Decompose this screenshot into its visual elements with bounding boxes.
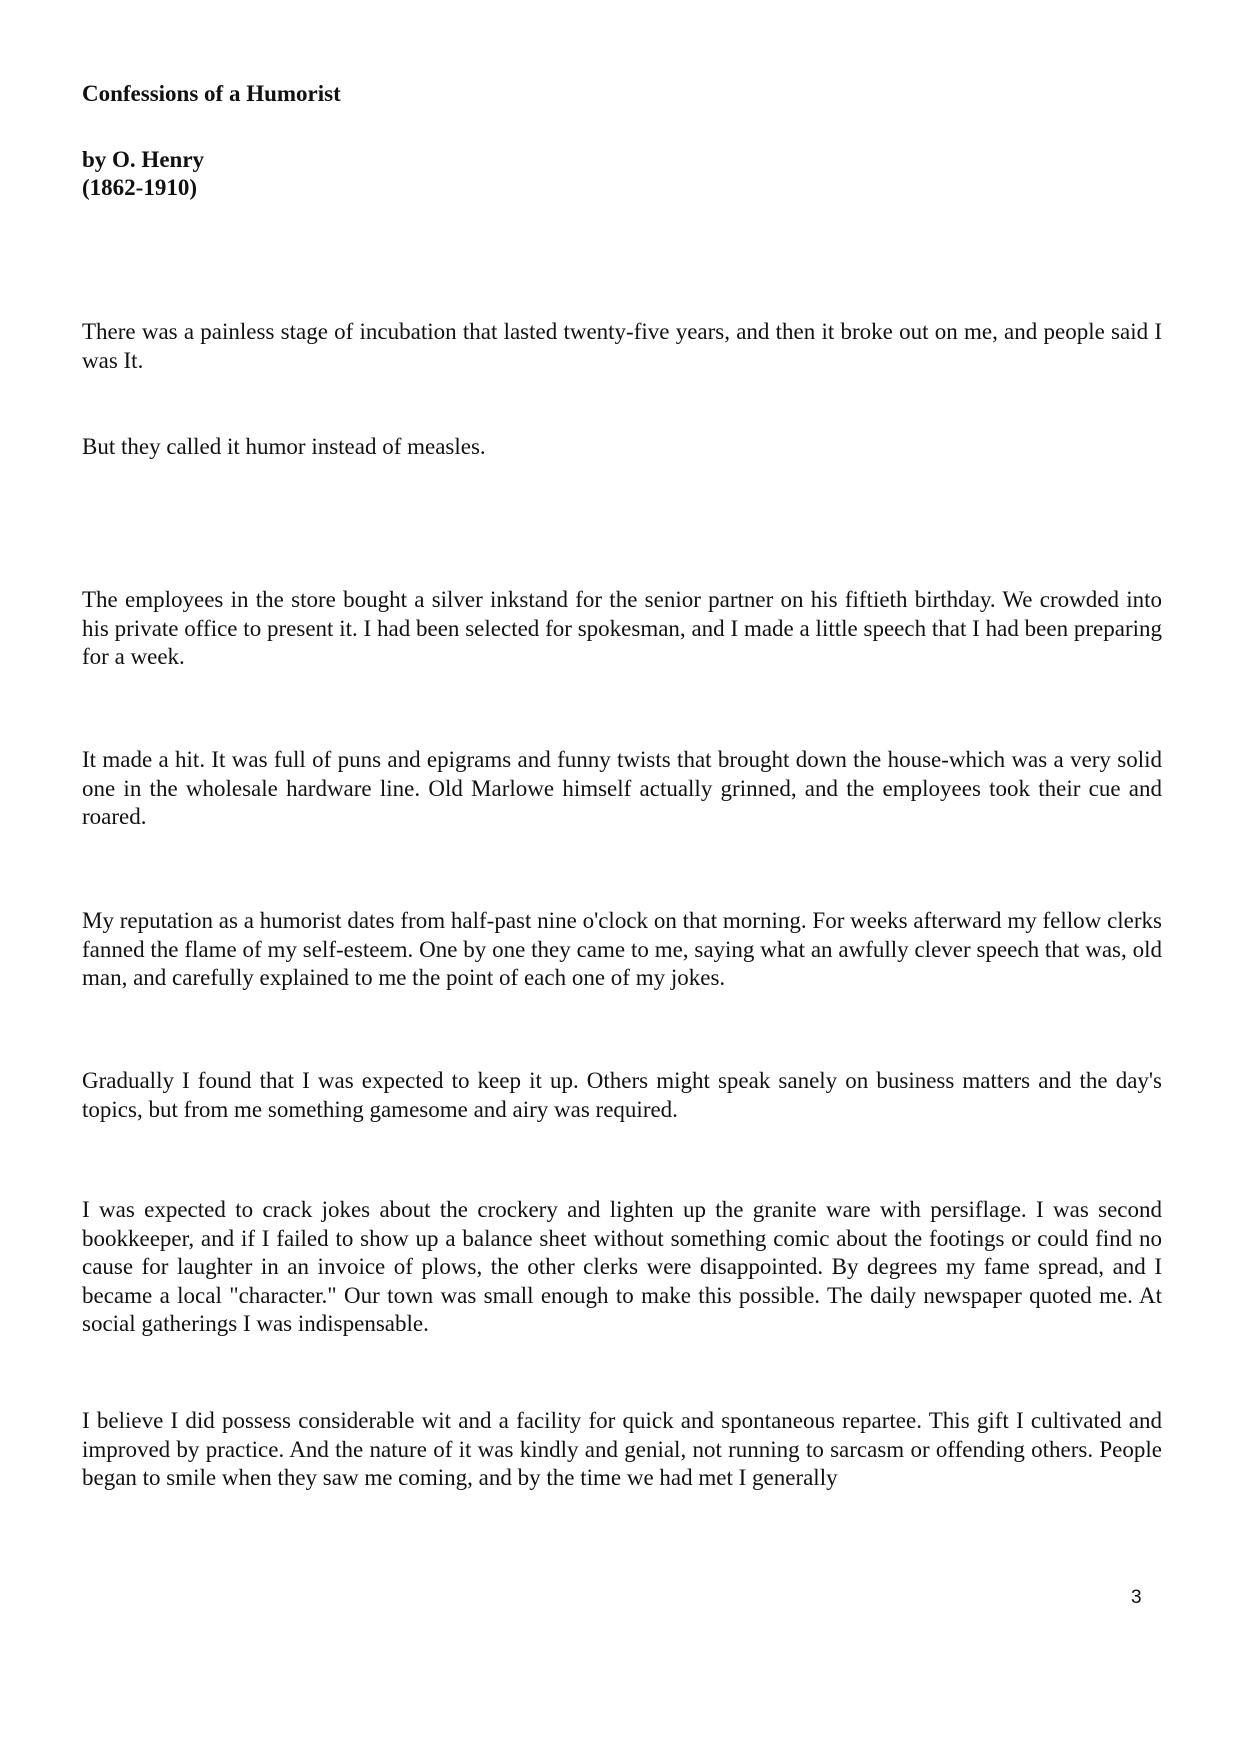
author-block [82,146,204,202]
paragraph-6: Gradually I found that I was expected to keep it up. Others might speak sanely on business matters and the day's topics, but from me something gamesome and airy was required. [82,1068,1162,1122]
paragraph-3: The employees in the store bought a silver inkstand for the senior partner on his fiftieth birthday. We crowded into his private office to present it. I had been selected for spokesman, and I made a little speech that I had been preparing for a week. [82,587,1162,670]
author-dates: (1862-1910) [82,175,197,200]
document-title: Confessions of a Humorist [82,81,341,106]
paragraph-7: I was expected to crack jokes about the crockery and lighten up the granite ware with persiflage. I was second bookkeeper, and if I failed to show up a balance sheet without something comic about the footings or could find no cause for laughter in an invoice of plows, the other clerks were disappointed. By degrees my fame spread, and I became a local "character." Our town was small enough to make this possible. The daily newspaper quoted me. At social gatherings I was indispensable. [82,1197,1162,1337]
paragraph-1: There was a painless stage of incubation that lasted twenty-five years, and then it broke out on me, and people said I was It. [82,319,1162,373]
paragraph-4: It made a hit. It was full of puns and epigrams and funny twists that brought down the house-which was a very solid one in the wholesale hardware line. Old Marlowe himself actually grinned, and the employees took their cue and roared. [82,747,1162,830]
author-byline: by O. Henry [82,147,205,172]
paragraph-5: My reputation as a humorist dates from half-past nine o'clock on that morning. For weeks afterward my fellow clerks fanned the flame of my self-esteem. One by one they came to me, saying what an awfully clever speech that was, old man, and carefully explained to me the point of each one of my jokes. [82,908,1162,991]
page-number: 3 [1131,1587,1142,1608]
paragraph-8: I believe I did possess considerable wit and a facility for quick and spontaneous repartee. This gift I cultivated and improved by practice. And the nature of it was kindly and genial, not running to sarcasm or offending others. People began to smile when they saw me coming, and by the time we had met I generally [82,1408,1162,1491]
paragraph-2: But they called it humor instead of measles. [82,434,486,459]
